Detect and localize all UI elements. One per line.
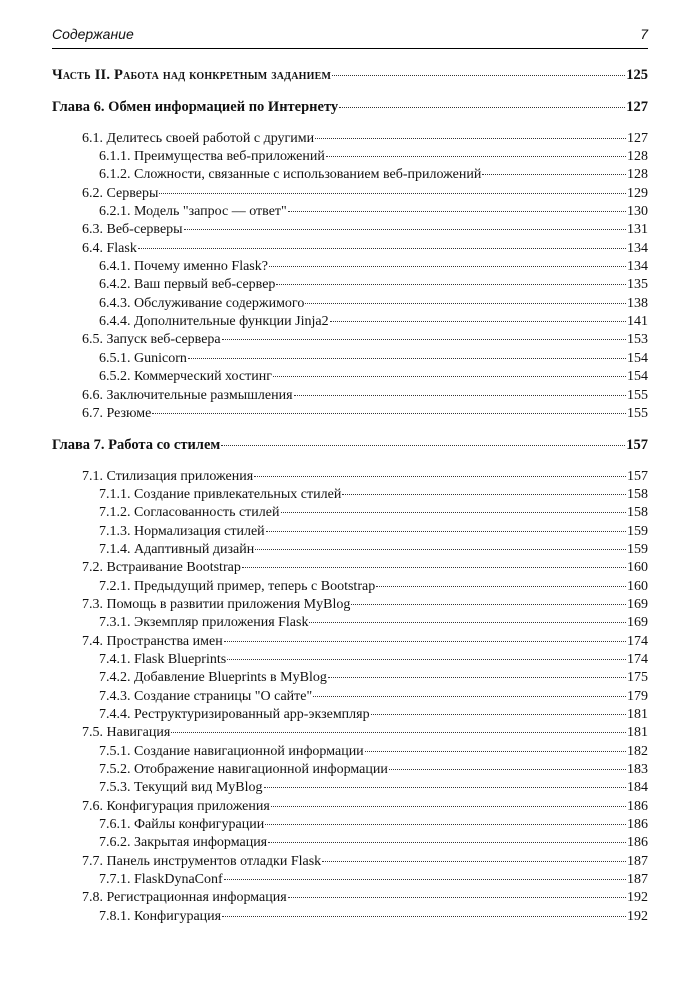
toc-entry-page: 186 [627,798,648,814]
toc-entry-page: 141 [627,314,648,330]
toc-entry-label: 7.7.1. FlaskDynaConf [99,872,223,888]
toc-entry-label: 6.2. Серверы [82,185,159,201]
toc-part-page: 125 [626,67,648,83]
toc-leader-dots [224,868,626,880]
toc-leader-dots [339,96,625,108]
toc-entry-label: 6.4.2. Ваш первый веб-сервер [99,277,276,293]
toc-leader-dots [322,850,626,862]
toc-leader-dots [227,648,626,660]
toc-entry-page: 183 [627,762,648,778]
toc-entry-label: 7.4.4. Реструктуризированный app-экземпляр [99,707,370,722]
toc-entry-label: 7.1. Стилизация приложения [82,468,254,484]
toc-entry-label: 6.4.4. Дополнительные функции Jinja2 [99,314,329,330]
toc-leader-dots [482,163,626,175]
toc-entry-page: 153 [627,332,648,348]
toc-entry-label: 7.1.3. Нормализация стилей [99,523,265,539]
toc-leader-dots [351,593,626,605]
toc-chapter-label: Глава 7. Работа со стилем [52,437,221,454]
toc-entry-label: 6.5.2. Коммерческий хостинг [99,369,272,385]
toc-leader-dots [342,483,626,495]
toc-entry-page: 160 [627,560,648,576]
toc-entry-label: 7.4.3. Создание страницы "О сайте" [99,688,313,704]
toc-entry-label: 7.4. Пространства имен [82,633,223,649]
toc-entry-label: 6.3. Веб-серверы [82,222,183,238]
toc-entry-page: 181 [627,725,648,741]
toc-entry-page: 158 [627,486,648,502]
toc-entry-label: 7.5.1. Создание навигационной информации [99,743,364,759]
toc-leader-dots [264,776,626,788]
toc-leader-dots [328,666,626,678]
toc-leader-dots [294,384,626,396]
toc-chapter-heading[interactable] [52,98,648,116]
toc-leader-dots [273,365,626,377]
toc-entry-page: 174 [627,633,648,649]
toc-entry-page: 130 [627,204,648,220]
toc-entry-label: 6.1. Делитесь своей работой с другими [82,130,315,146]
toc-leader-dots [288,886,626,898]
toc-entry-page: 134 [627,240,648,256]
toc-leader-dots [330,310,626,322]
toc-entry-page: 174 [627,651,648,667]
toc-entry[interactable] [52,908,648,926]
toc-leader-dots [138,237,626,249]
toc-entry-page: 187 [627,853,648,869]
toc-leader-dots [184,218,626,230]
toc-entry-label: 6.1.1. Преимущества веб-приложений [99,149,325,165]
toc-entry-page: 169 [627,615,648,631]
toc-leader-dots [326,145,626,157]
toc-part-heading[interactable] [52,66,648,84]
toc-entry-label: 7.2. Встраивание Bootstrap [82,560,241,576]
toc-entry-page: 184 [627,780,648,796]
toc-entry-label: 7.1.4. Адаптивный дизайн [99,541,255,557]
toc-entry-label: 7.4.2. Добавление Blueprints в MyBlog [99,670,327,686]
toc-entry-page: 131 [627,222,648,238]
toc-leader-dots [221,434,625,446]
toc-entry-label: 7.1.1. Создание привлекательных стилей [99,486,342,502]
toc-entry-label: 7.5. Навигация [82,725,171,741]
toc-entry-page: 157 [627,468,648,484]
toc-leader-dots [188,347,626,359]
toc-entry-page: 160 [627,578,648,594]
toc-part-label: Часть II. Работа над конкретным заданием [52,67,332,83]
toc-entry-page: 155 [627,405,648,421]
toc-entry-page: 155 [627,387,648,403]
toc-entry-label: 7.4.1. Flask Blueprints [99,651,227,667]
toc-entry-page: 192 [627,890,648,906]
toc-entry-label: 6.1.2. Сложности, связанные с использованием веб-приложений [99,167,482,183]
toc-leader-dots [315,127,626,139]
toc-chapter-page: 157 [626,437,648,454]
toc-entry-page: 129 [627,185,648,201]
toc-leader-dots [309,611,626,623]
toc-entry-label: 6.4.1. Почему именно Flask? [99,259,268,275]
toc-leader-dots [222,328,626,340]
toc-leader-dots [159,182,626,194]
toc-entry-label: 7.5.2. Отображение навигационной информации [99,762,388,778]
toc-leader-dots [269,255,626,267]
toc-leader-dots [305,292,626,304]
toc-leader-dots [265,813,626,825]
toc-entry-label: 7.6.1. Файлы конфигурации [99,817,265,833]
toc-entry-page: 158 [627,505,648,521]
toc-entry-page: 134 [627,259,648,275]
toc-leader-dots [271,795,626,807]
toc-leader-dots [313,685,626,697]
toc-entry-label: 7.7. Панель инструментов отладки Flask [82,853,322,869]
running-header-page-number: 7 [640,26,648,42]
toc-entry-page: 179 [627,688,648,704]
running-header-title: Содержание [52,26,134,42]
toc-entry-label: 7.6. Конфигурация приложения [82,798,270,814]
toc-entry-page: 154 [627,369,648,385]
toc-leader-dots [255,538,626,550]
toc-entry-label: 7.3.1. Экземпляр приложения Flask [99,615,309,631]
toc-entry-page: 175 [627,670,648,686]
toc-entry-page: 128 [627,167,648,183]
toc-leader-dots [254,465,626,477]
toc-leader-dots [268,831,626,843]
toc-entry-page: 138 [627,295,648,311]
toc-chapter-heading[interactable] [52,436,648,454]
toc-entry-page: 128 [627,149,648,165]
toc-leader-dots [376,575,626,587]
toc-entry-label: 7.8.1. Конфигурация [99,908,222,924]
toc-entry-page: 127 [627,130,648,146]
toc-leader-dots [389,758,626,770]
toc-entry-label: 7.8. Регистрационная информация [82,890,287,906]
table-of-contents [52,66,648,926]
toc-entry-label: 6.4. Flask [82,240,137,256]
toc-entry-label: 7.3. Помощь в развитии приложения MyBlog [82,596,351,612]
toc-chapter-label: Глава 6. Обмен информацией по Интернету [52,99,339,116]
toc-entry-page: 135 [627,277,648,293]
toc-entry-page: 154 [627,350,648,366]
toc-entry-page: 186 [627,817,648,833]
toc-entry-label: 6.2.1. Модель "запрос — ответ" [99,204,287,220]
toc-entry-page: 192 [627,908,648,924]
toc-entry-page: 187 [627,872,648,888]
toc-entry-label: 7.6.2. Закрытая информация [99,835,268,851]
toc-entry-label: 7.2.1. Предыдущий пример, теперь с Bootstrap [99,578,376,594]
toc-leader-dots [171,721,626,733]
toc-entry-label: 6.5.1. Gunicorn [99,350,187,366]
toc-entry-page: 159 [627,523,648,539]
toc-entry-page: 159 [627,541,648,557]
toc-leader-dots [281,501,627,513]
toc-entry-label: 6.5. Запуск веб-сервера [82,332,221,348]
toc-leader-dots [242,556,626,568]
toc-entry-label: 7.5.3. Текущий вид MyBlog [99,780,263,796]
toc-leader-dots [266,520,626,532]
toc-chapter-page: 127 [626,99,648,116]
toc-entry-label: 6.4.3. Обслуживание содержимого [99,295,305,311]
running-header [52,24,648,49]
toc-entry-page: 181 [627,707,648,722]
toc-entry[interactable] [52,405,648,423]
toc-leader-dots [224,630,626,642]
toc-entry-label: 6.6. Заключительные размышления [82,387,293,403]
toc-entry-label: 6.7. Резюме [82,405,152,421]
toc-leader-dots [365,740,626,752]
toc-entry-page: 186 [627,835,648,851]
toc-leader-dots [332,64,625,76]
toc-leader-dots [276,273,626,285]
toc-leader-dots [371,703,626,715]
toc-entry-page: 182 [627,743,648,759]
toc-leader-dots [222,905,626,917]
toc-entry-label: 7.1.2. Согласованность стилей [99,505,280,521]
toc-leader-dots [152,402,626,414]
toc-leader-dots [288,200,626,212]
toc-entry-page: 169 [627,596,648,612]
